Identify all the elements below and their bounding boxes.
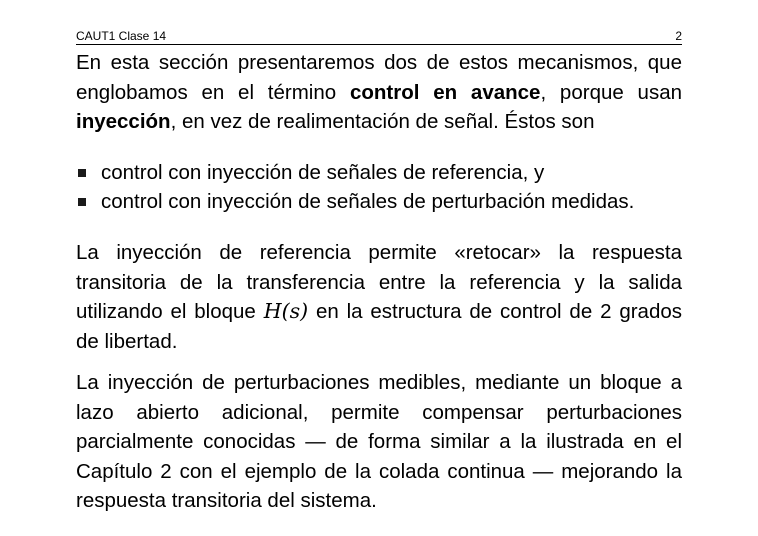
reference-text-2: en la estructura de control de 2 grados de libertad. [76,300,682,353]
header-course-title: CAUT1 Clase 14 [76,29,167,43]
slide-header [76,28,682,45]
disturbance-injection-paragraph [76,368,682,516]
header-page-number: 2 [675,29,682,43]
reference-injection-paragraph [76,238,682,356]
intro-paragraph [76,48,682,137]
term-control-en-avance: control en avance [349,80,541,104]
math-h-of-s: H(s) [263,299,309,323]
list-item [76,187,682,216]
term-inyeccion: inyección [76,110,171,133]
square-bullet-icon [78,198,86,206]
square-bullet-icon [78,169,86,177]
mechanism-list [76,158,682,216]
intro-text-1: En esta sección presentaremos dos de estos mecanismos, que englobamos en el término [76,51,682,104]
list-item-text: control con inyección de señales de referencia, y [101,161,545,184]
reference-text-1: La inyección de referencia permite «retocar» la respuesta transitoria de la transferencia entre la referencia y la salida utilizando el bloque [76,241,682,323]
intro-text-3: , en vez de realimentación de señal. Éstos son [170,110,595,133]
list-item [76,158,682,187]
list-item-text: control con inyección de señales de perturbación medidas. [101,190,635,213]
intro-text-2: , porque usan [540,80,683,104]
disturbance-text: La inyección de perturbaciones medibles, mediante un bloque a lazo abierto adicional, permite compensar perturbaciones parcialmente conocidas — de forma similar a la ilustrada en el Capítulo 2 con el ejemplo de la colada continua — mejorando la respuesta transitoria del sistema. [76,371,682,512]
